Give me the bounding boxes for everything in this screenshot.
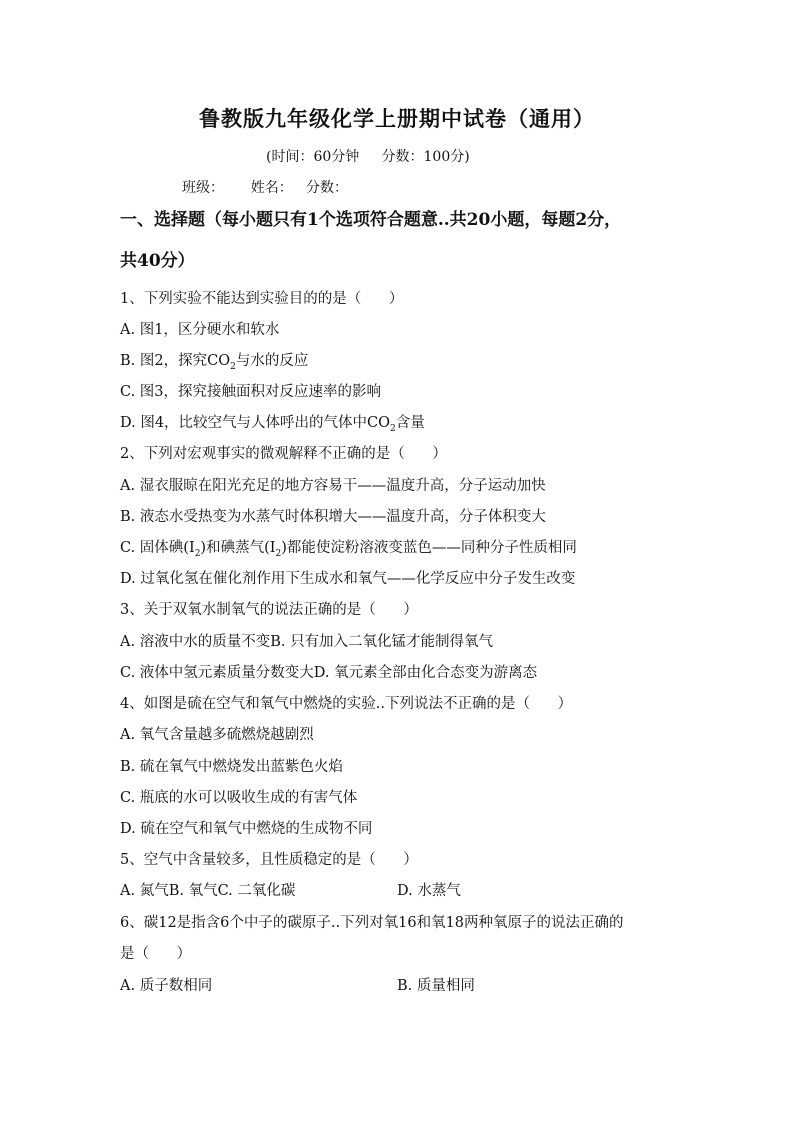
- question-3-options-cd: C. 液体中氢元素质量分数变大D. 氧元素全部由化合态变为游离态: [120, 665, 538, 681]
- exam-time-score: (时间：60分钟 分数：100分): [266, 149, 470, 165]
- question-2-option-b: B. 液态水受热变为水蒸气时体积增大——温度升高，分子体积变大: [120, 509, 546, 525]
- question-1-option-c: C. 图3，探究接触面积对反应速率的影响: [120, 384, 382, 400]
- question-6-stem-line2: 是（ ）: [120, 946, 192, 962]
- question-1-option-d: D. 图4，比较空气与人体呼出的气体中$CO_2$含量: [120, 415, 425, 434]
- question-1-option-b: B. 图2，探究$CO_2$与水的反应: [120, 353, 309, 372]
- question-3-options-ab: A. 溶液中水的质量不变B. 只有加入二氧化锰才能制得氧气: [120, 634, 494, 650]
- question-4-option-a: A. 氧气含量越多硫燃烧越剧烈: [120, 727, 314, 743]
- question-1-stem: 1、下列实验不能达到实验目的的是（ ）: [120, 291, 404, 307]
- question-2-stem: 2、下列对宏观事实的微观解释不正确的是（ ）: [120, 446, 447, 462]
- question-3-stem: 3、关于双氧水制氧气的说法正确的是（ ）: [120, 602, 418, 618]
- exam-title: 鲁教版九年级化学上册期中试卷（通用）: [199, 106, 595, 131]
- question-4-option-c: C. 瓶底的水可以吸收生成的有害气体: [120, 790, 358, 806]
- question-1-option-a: A. 图1，区分硬水和软水: [120, 322, 280, 338]
- question-4-stem: 4、如图是硫在空气和氧气中燃烧的实验..下列说法不正确的是（ ）: [120, 696, 573, 712]
- question-5-options-abc: A. 氮气B. 氧气C. 二氧化碳: [120, 883, 296, 899]
- question-5-option-d: D. 水蒸气: [397, 883, 461, 899]
- question-5-stem: 5、空气中含量较多，且性质稳定的是（ ）: [120, 852, 418, 868]
- question-2-option-d: D. 过氧化氢在催化剂作用下生成水和氧气——化学反应中分子发生改变: [120, 571, 576, 587]
- question-2-option-a: A. 湿衣服晾在阳光充足的地方容易干——温度升高，分子运动加快: [120, 478, 546, 494]
- question-6-stem-line1: 6、碳12是指含6个中子的碳原子..下列对氧16和氧18两种氧原子的说法正确的: [120, 915, 624, 931]
- question-6-option-b: B. 质量相同: [397, 978, 475, 994]
- section-heading-line1: 一、选择题（每小题只有1个选项符合题意..共20小题，每题2分，: [120, 210, 622, 230]
- student-info-line: 班级： 姓名： 分数：: [182, 180, 349, 196]
- question-4-option-d: D. 硫在空气和氧气中燃烧的生成物不同: [120, 821, 373, 837]
- question-6-option-a: A. 质子数相同: [120, 978, 213, 994]
- question-4-option-b: B. 硫在氧气中燃烧发出蓝紫色火焰: [120, 759, 343, 775]
- question-2-option-c: C. 固体碘$(I_2)$和碘蒸气$(I_2)$都能使淀粉溶液变蓝色——同种分子性质相同: [120, 540, 577, 559]
- section-heading-line2: 共40分）: [120, 251, 195, 271]
